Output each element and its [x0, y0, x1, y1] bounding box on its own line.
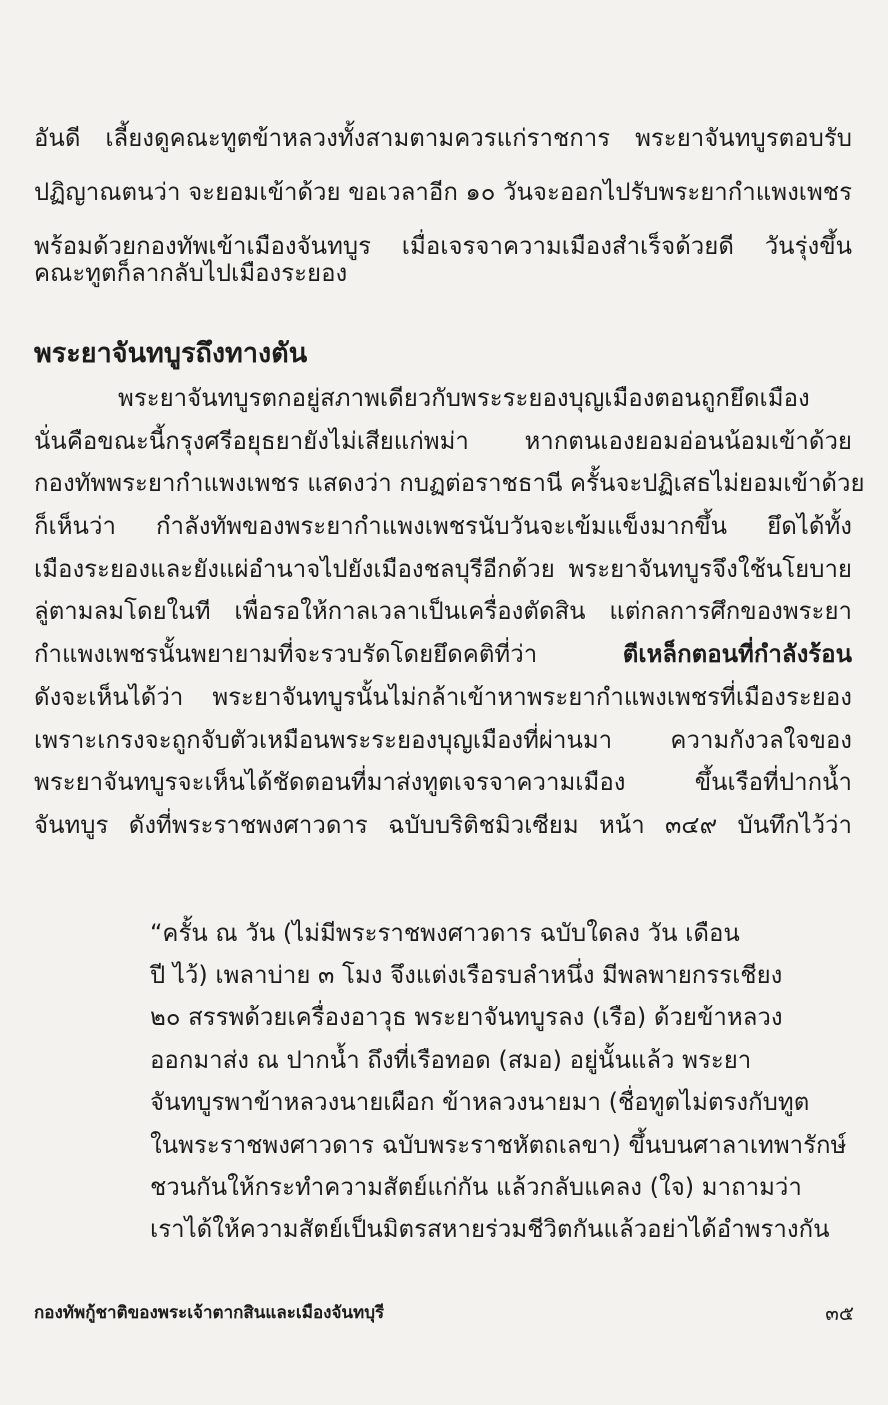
section-heading: พระยาจันทบูรถึงทางตัน: [34, 338, 308, 369]
paragraph-line-9: เพราะเกรงจะถูกจับตัวเหมือนพระระยองบุญเมืองที่ผ่านมา ความกังวลใจของ: [34, 726, 852, 754]
paragraph-line-3: กองทัพพระยากำแพงเพชร แสดงว่า กบฏต่อราชธานี ครั้นจะปฏิเสธไม่ยอมเข้าด้วย: [34, 469, 865, 497]
intro-line-3: พร้อมด้วยกองทัพเข้าเมืองจันทบูร เมื่อเจรจาความเมืองสำเร็จด้วยดี วันรุ่งขึ้น: [34, 232, 852, 260]
quote-line-1: “ครั้น ณ วัน (ไม่มีพระราชพงศาวดาร ฉบับใดลง วัน เดือน: [150, 919, 740, 947]
paragraph-line-7: [34, 634, 852, 674]
paragraph-line-6: ลู่ตามลมโดยในที เพื่อรอให้กาลเวลาเป็นเครื่องตัดสิน แต่กลการศึกของพระยา: [34, 597, 852, 625]
paragraph-line-5: เมืองระยองและยังแผ่อำนาจไปยังเมืองชลบุรีอีกด้วย พระยาจันทบูรจึงใช้นโยบาย: [34, 555, 852, 583]
intro-line-4: คณะทูตก็ลากลับไปเมืองระยอง: [34, 259, 348, 287]
quote-line-4: ออกมาส่ง ณ ปากน้ำ ถึงที่เรือทอด (สมอ) อยู่นั้นแล้ว พระยา: [150, 1046, 752, 1074]
running-footer-title: กองทัพกู้ชาติของพระเจ้าตากสินและเมืองจันทบุรี: [34, 1303, 385, 1323]
paragraph-line-4: ก็เห็นว่า กำลังทัพของพระยากำแพงเพชรนับวันจะเข้มแข็งมากขึ้น ยึดได้ทั้ง: [34, 512, 852, 540]
quote-line-7: ชวนกันให้กระทำความสัตย์แก่กัน แล้วกลับแคลง (ใจ) มาถามว่า: [150, 1173, 802, 1201]
paragraph-line-8: ดังจะเห็นได้ว่า พระยาจันทบูรนั้นไม่กล้าเข้าหาพระยากำแพงเพชรที่เมืองระยอง: [34, 683, 852, 711]
page-number: ๓๕: [825, 1301, 854, 1325]
paragraph-line-11: จันทบูร ดังที่พระราชพงศาวดาร ฉบับบริติชมิวเซียม หน้า ๓๔๙ บันทึกไว้ว่า: [34, 811, 852, 839]
paragraph-line-1: พระยาจันทบูรตกอยู่สภาพเดียวกับพระระยองบุญเมืองตอนถูกยึดเมือง: [118, 384, 810, 412]
intro-line-2: ปฏิญาณตนว่า จะยอมเข้าด้วย ขอเวลาอีก ๑๐ วันจะออกไปรับพระยากำแพงเพชร: [34, 178, 852, 206]
quote-line-8: เราได้ให้ความสัตย์เป็นมิตรสหายร่วมชีวิตกันแล้วอย่าได้อำพรางกัน: [150, 1215, 830, 1243]
paragraph-line-10: พระยาจันทบูรจะเห็นได้ชัดตอนที่มาส่งทูตเจรจาความเมือง ขึ้นเรือที่ปากน้ำ: [34, 768, 852, 796]
quote-line-3: ๒๐ สรรพด้วยเครื่องอาวุธ พระยาจันทบูรลง (เรือ) ด้วยข้าหลวง: [150, 1003, 783, 1031]
intro-line-1: อันดี เลี้ยงดูคณะทูตข้าหลวงทั้งสามตามควรแก่ราชการ พระยาจันทบูรตอบรับ: [34, 124, 852, 152]
paragraph-line-2: นั่นคือขณะนี้กรุงศรีอยุธยายังไม่เสียแก่พม่า หากตนเองยอมอ่อนน้อมเข้าด้วย: [34, 427, 852, 455]
quote-line-6: ในพระราชพงศาวดาร ฉบับพระราชหัตถเลขา) ขึ้นบนศาลาเทพารักษ์: [150, 1131, 847, 1159]
quote-line-5: จันทบูรพาข้าหลวงนายเผือก ข้าหลวงนายมา (ชื่อทูตไม่ตรงกับทูต: [150, 1088, 810, 1116]
emphasis-phrase: ตีเหล็กตอนที่กำลังร้อน: [622, 640, 852, 668]
paragraph-text: กำแพงเพชรนั้นพยายามที่จะรวบรัดโดยยึดคติที่ว่า: [34, 640, 538, 668]
quote-line-2: ปี ไว้) เพลาบ่าย ๓ โมง จึงแต่งเรือรบลำหนึ่ง มีพลพายกรรเชียง: [150, 961, 783, 989]
